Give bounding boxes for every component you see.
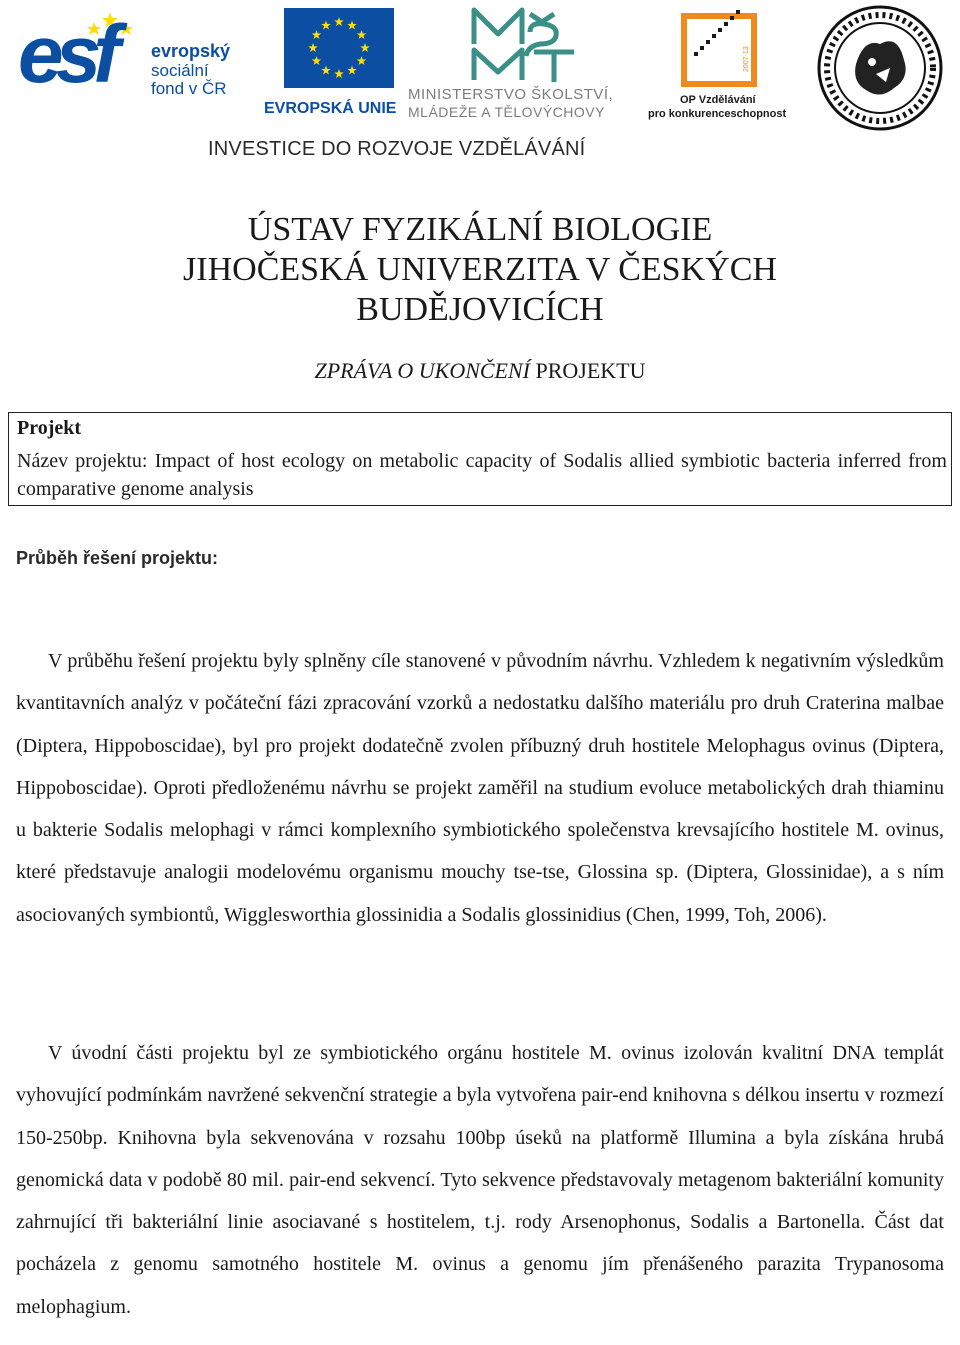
university-seal-icon <box>816 4 944 132</box>
tagline: INVESTICE DO ROZVOJE VZDĚLÁVÁNÍ <box>208 138 586 160</box>
op-badge: 2007-13 <box>743 46 750 72</box>
op-mark-icon <box>678 8 768 92</box>
msmt-logo <box>408 6 638 122</box>
project-heading: Projekt <box>17 417 82 439</box>
institute-title: ÚSTAV FYZIKÁLNÍ BIOLOGIE <box>247 211 713 248</box>
esf-text <box>151 42 271 99</box>
eu-logo <box>262 8 402 120</box>
university-title-line-2: BUDĚJOVICÍCH <box>356 291 604 328</box>
op-line-2: pro konkurenceschopnost <box>648 108 787 120</box>
op-line-1: OP Vzdělávání <box>680 94 756 106</box>
university-title-line-1: JIHOČESKÁ UNIVERZITA V ČESKÝCH <box>183 251 777 288</box>
esf-line-2: sociální <box>151 60 209 80</box>
report-label-italic: ZPRÁVA O UKONČENÍ <box>314 358 530 383</box>
logo-band <box>0 0 960 165</box>
msmt-mark-icon <box>470 6 580 84</box>
report-label <box>0 358 960 384</box>
op-logo <box>648 8 798 120</box>
eu-flag-icon <box>284 8 394 88</box>
esf-mark: esf <box>18 9 113 100</box>
msmt-line-2: MLÁDEŽE A TĚLOVÝCHOVY <box>408 104 605 120</box>
esf-line-1: evropský <box>151 41 231 61</box>
esf-line-3: fond v ČR <box>151 79 227 99</box>
project-name: Název projektu: Impact of host ecology on metabolic capacity of Sodalis allied symbiotic bacteria inferred from comparative genome analysis <box>17 450 947 500</box>
report-label-rest: PROJEKTU <box>535 358 646 383</box>
progress-heading: Průběh řešení projektu: <box>16 548 219 568</box>
msmt-line-1: MINISTERSTVO ŠKOLSTVÍ, <box>408 86 614 103</box>
project-box <box>8 412 952 506</box>
eu-label: EVROPSKÁ UNIE <box>264 100 397 117</box>
progress-paragraph-1: V průběhu řešení projektu byly splněny cíle stanovené v původním návrhu. Vzhledem k negativním výsledkům kvantitavních analýz v počáteční fázi zpracování vzorků a nedostatku dalšího materiálu pro druh Craterina malbae (Diptera, Hippoboscidae), byl pro projekt dodatečně zvolen příbuzný druh hostitele Melophagus ovinus (Diptera, Hippoboscidae). Oproti předloženému návrhu se projekt zaměřil na studium evoluce metabolických drah thiaminu u bakterie Sodalis melophagi v rámci komplexního symbiotického společenstva krevsajícího hostitele M. ovinus, které představuje analogii modelovému organismu mouchy tse-tse, Glossina sp. (Diptera, Glossinidae), a s ním asociovaných symbiontů, Wigglesworthia glossinidia a Sodalis glossinidius (Chen, 1999, Toh, 2006). <box>16 650 944 926</box>
esf-logo <box>18 8 258 120</box>
progress-paragraph-2: V úvodní části projektu byl ze symbiotického orgánu hostitele M. ovinus izolován kvalitní DNA templát vyhovující podmínkám navržené sekvenční strategie a byla vytvořena pair-end knihovna s délkou insertu v rozmezí 150-250bp. Knihovna byla sekvenována v rozsahu 100bp úseků na platformě Illumina a byla získána hrubá genomická data v podobě 80 mil. pair-end sekvencí. Tyto sekvence představovaly metagenom bakteriální komunity zahrnující tři bakteriální linie asociavané s hostitelem, t.j. rody Arsenophonus, Sodalis a Bartonella. Část dat pocházela z genomu samotného hostitele M. ovinus a genomu jím přenášeného parazita Trypanosoma melophagium. <box>16 1042 944 1318</box>
